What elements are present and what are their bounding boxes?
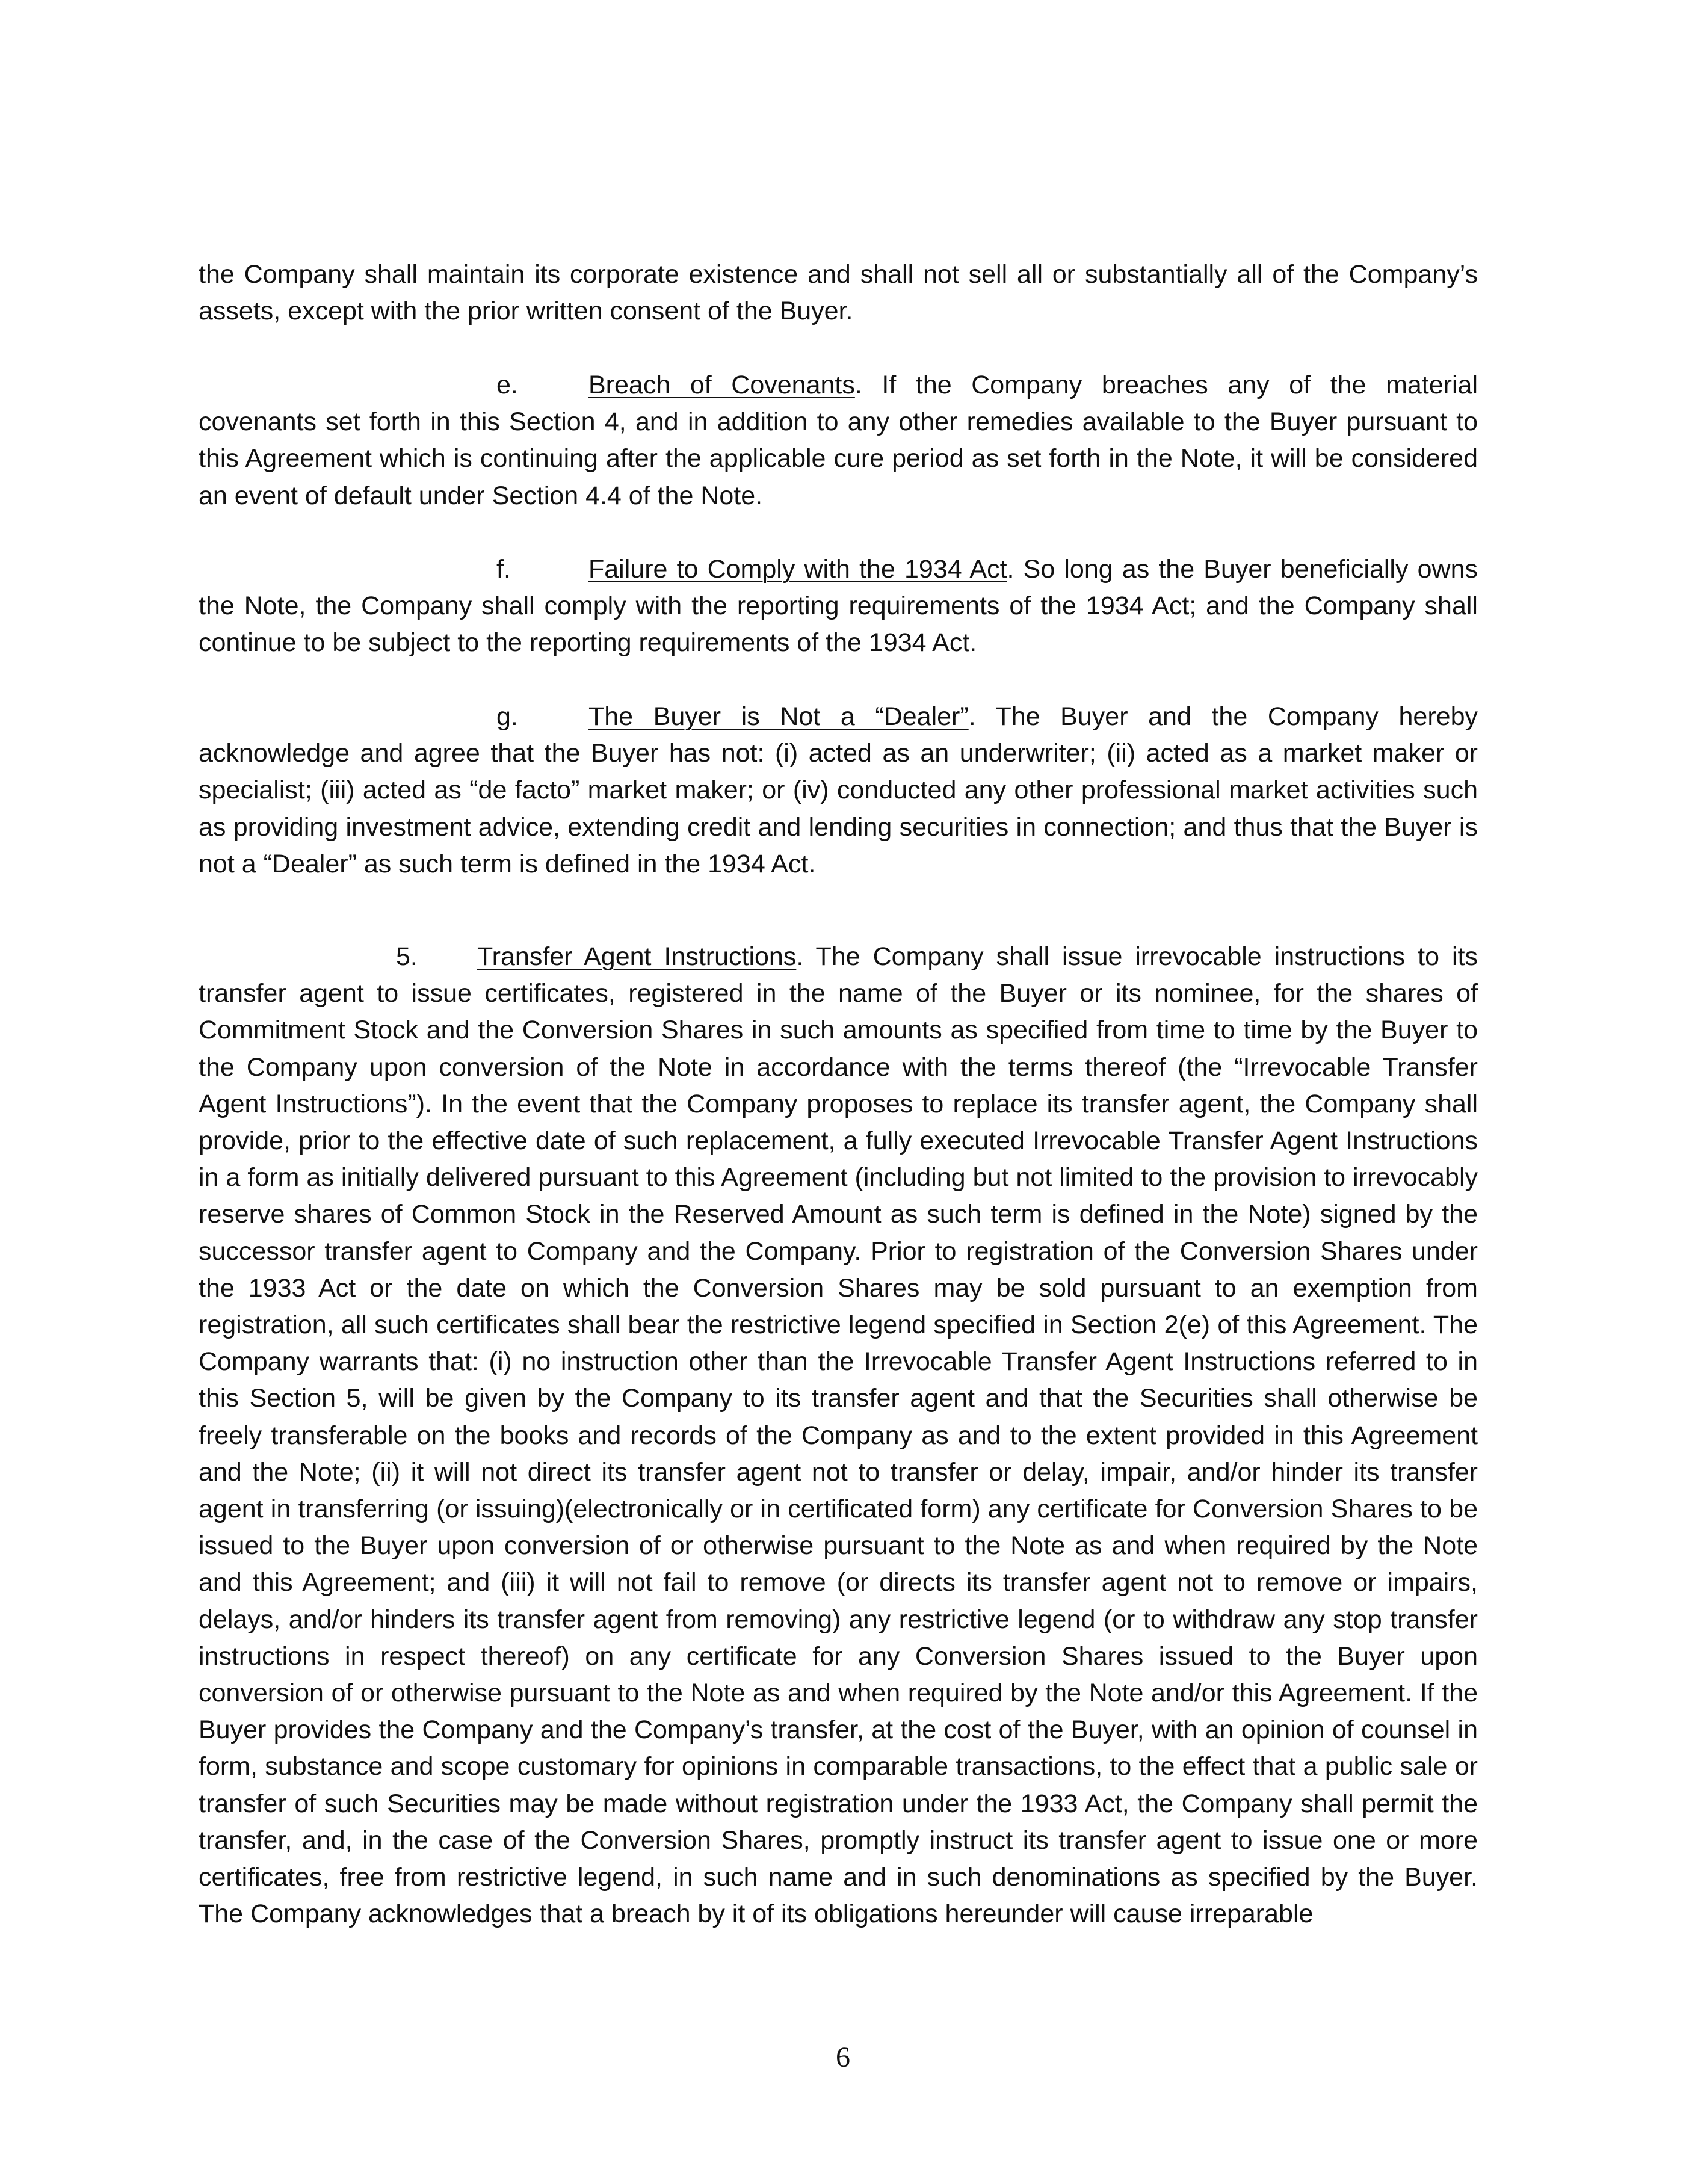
- continuation-text: the Company shall maintain its corporate existence and shall not sell all or substantially all of the Company’s assets, except with the prior written consent of the Buyer.: [199, 260, 1478, 326]
- subsection-f-paragraph: [199, 551, 1478, 662]
- subsection-e-body: . If the Company breaches any of the material covenants set forth in this Section 4, and in addition to any other remedies available to the Buyer pursuant to this Agreement which is continuing after the applicable cure period as set forth in the Note, it will be considered an event of default under Section 4.4 of the Note.: [199, 371, 1478, 510]
- section-5-paragraph: [199, 939, 1478, 1933]
- subsection-g-body: . The Buyer and the Company hereby acknowledge and agree that the Buyer has not: (i) acted as an underwriter; (ii) acted as a market maker or specialist; (iii) acted as “de facto” market maker; or (iv) conducted any other professional market activities such as providing investment advice, extending credit and lending securities in connection; and thus that the Buyer is not a “Dealer” as such term is defined in the 1934 Act.: [199, 702, 1478, 878]
- section-5-marker: 5.: [396, 942, 418, 971]
- continuation-paragraph: [199, 256, 1478, 330]
- subsection-e-paragraph: [199, 367, 1478, 514]
- section-5-body: . The Company shall issue irrevocable instructions to its transfer agent to issue certificates, registered in the name of the Buyer or its nominee, for the shares of Commitment Stock and the Conversion Shares in such amounts as specified from time to time by the Buyer to the Company upon conversion of the Note in accordance with the terms thereof (the “Irrevocable Transfer Agent Instructions”). In the event that the Company proposes to replace its transfer agent, the Company shall provide, prior to the effective date of such replacement, a fully executed Irrevocable Transfer Agent Instructions in a form as initially delivered pursuant to this Agreement (including but not limited to the provision to irrevocably reserve shares of Common Stock in the Reserved Amount as such term is defined in the Note) signed by the successor transfer agent to Company and the Company. Prior to registration of the Conversion Shares under the 1933 Act or the date on which the Conversion Shares may be sold pursuant to an exemption from registration, all such certificates shall bear the restrictive legend specified in Section 2(e) of this Agreement. The Company warrants that: (i) no instruction other than the Irrevocable Transfer Agent Instructions referred to in this Section 5, will be given by the Company to its transfer agent and that the Securities shall otherwise be freely transferable on the books and records of the Company as and to the extent provided in this Agreement and the Note; (ii) it will not direct its transfer agent not to transfer or delay, impair, and/or hinder its transfer agent in transferring (or issuing)(electronically or in certificated form) any certificate for Conversion Shares to be issued to the Buyer upon conversion of or otherwise pursuant to the Note as and when required by the Note and this Agreement; and (iii) it will not fail to remove (or directs its transfer agent not to remove or impairs, delays, and/or hinders its transfer agent from removing) any restrictive legend (or to withdraw any stop transfer instructions in respect thereof) on any certificate for any Conversion Shares issued to the Buyer upon conversion of or otherwise pursuant to the Note as and when required by the Note and/or this Agreement. If the Buyer provides the Company and the Company’s transfer, at the cost of the Buyer, with an opinion of counsel in form, substance and scope customary for opinions in comparable transactions, to the effect that a public sale or transfer of such Securities may be made without registration under the 1933 Act, the Company shall permit the transfer, and, in the case of the Conversion Shares, promptly instruct its transfer agent to issue one or more certificates, free from restrictive legend, in such name and in such denominations as specified by the Buyer. The Company acknowledges that a breach by it of its obligations hereunder will cause irreparable: [199, 942, 1478, 1929]
- subsection-f-heading: Failure to Comply with the 1934 Act: [588, 555, 1007, 584]
- subsection-f-body: . So long as the Buyer beneficially owns the Note, the Company shall comply with the reporting requirements of the 1934 Act; and the Company shall continue to be subject to the reporting requirements of the 1934 Act.: [199, 555, 1478, 658]
- page-number: 6: [836, 2041, 850, 2073]
- subsection-g-paragraph: [199, 699, 1478, 883]
- subsection-e-heading: Breach of Covenants: [588, 371, 855, 399]
- subsection-g-marker: g.: [496, 702, 518, 731]
- subsection-f-marker: f.: [496, 555, 511, 584]
- section-5-heading: Transfer Agent Instructions: [477, 942, 797, 971]
- subsection-g-heading: The Buyer is Not a “Dealer”: [588, 702, 969, 731]
- subsection-e-marker: e.: [496, 371, 518, 399]
